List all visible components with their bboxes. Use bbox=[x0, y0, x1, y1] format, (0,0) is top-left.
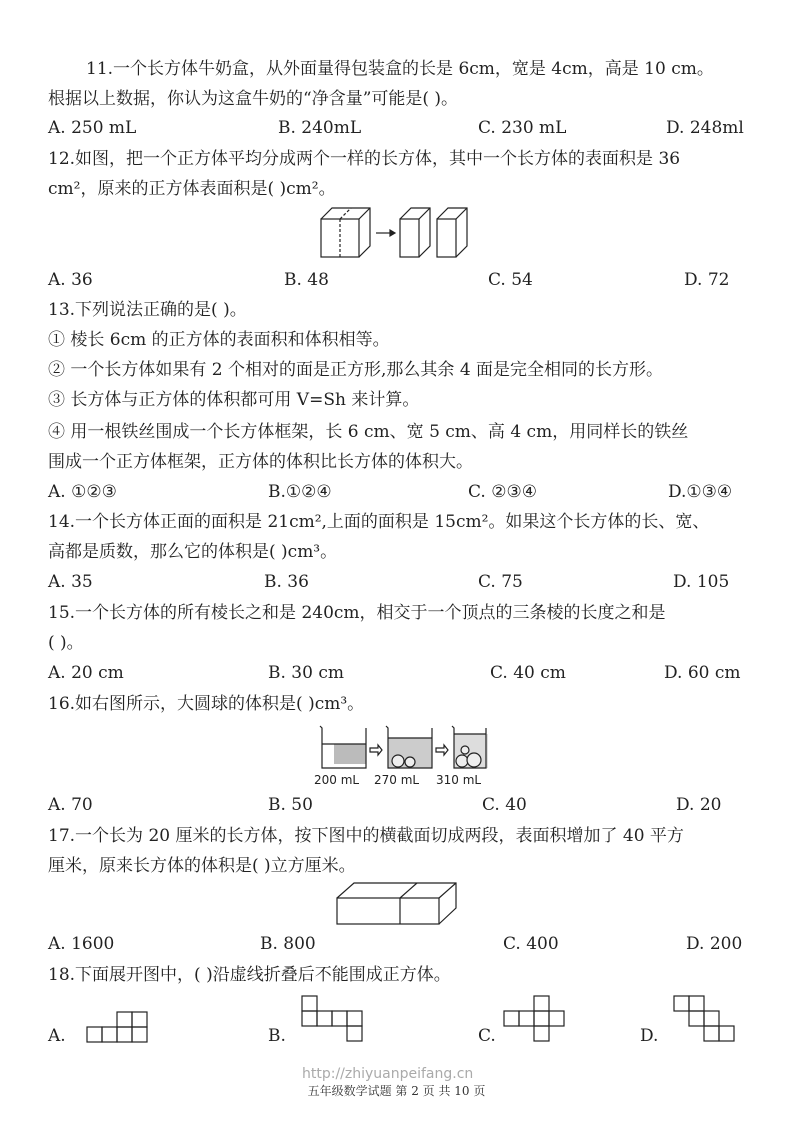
q14-option-d: D. 105 bbox=[673, 572, 730, 592]
q11-option-b: B. 240mL bbox=[278, 118, 362, 138]
q16-option-a: A. 70 bbox=[48, 795, 93, 815]
cuboid-cut-figure bbox=[334, 880, 462, 928]
q11-option-a: A. 250 mL bbox=[48, 118, 137, 138]
q13-statement-1: ① 棱长 6cm 的正方体的表面积和体积相等。 bbox=[48, 330, 390, 350]
net-c-figure bbox=[502, 994, 568, 1042]
q14-stem-line2: 高都是质数，那么它的体积是( )cm³。 bbox=[48, 542, 338, 562]
q15-option-a: A. 20 cm bbox=[48, 663, 124, 683]
beaker-label-3: 310 mL bbox=[436, 773, 482, 787]
beaker-label-2: 270 mL bbox=[374, 773, 420, 787]
q13-option-c: C. ②③④ bbox=[468, 482, 537, 502]
q12-stem-line1: 12.如图，把一个正方体平均分成两个一样的长方体，其中一个长方体的表面积是 36 bbox=[48, 149, 681, 169]
q17-option-c: C. 400 bbox=[503, 934, 559, 954]
q12-stem-line2: cm²，原来的正方体表面积是( )cm²。 bbox=[48, 179, 336, 199]
q15-option-d: D. 60 cm bbox=[664, 663, 741, 683]
q12-option-b: B. 48 bbox=[284, 270, 329, 290]
q16-option-c: C. 40 bbox=[482, 795, 527, 815]
q14-option-b: B. 36 bbox=[264, 572, 309, 592]
beaker-figure bbox=[312, 722, 488, 788]
q14-option-a: A. 35 bbox=[48, 572, 93, 592]
q11-option-c: C. 230 mL bbox=[478, 118, 567, 138]
q13-option-d: D.①③④ bbox=[668, 482, 733, 502]
q12-option-c: C. 54 bbox=[488, 270, 533, 290]
q16-stem: 16.如右图所示，大圆球的体积是( )cm³。 bbox=[48, 694, 365, 714]
q14-stem-line1: 14.一个长方体正面的面积是 21cm²,上面的面积是 15cm²。如果这个长方体的长、宽、 bbox=[48, 512, 710, 532]
q18-stem: 18.下面展开图中，( )沿虚线折叠后不能围成正方体。 bbox=[48, 965, 451, 985]
q13-statement-4b: 围成一个正方体框架，正方体的体积比长方体的体积大。 bbox=[48, 452, 473, 472]
q17-stem-line1: 17.一个长为 20 厘米的长方体，按下图中的横截面切成两段，表面积增加了 40 平方 bbox=[48, 826, 684, 846]
q18-option-b: B. bbox=[268, 1026, 286, 1046]
q13-option-b: B.①②④ bbox=[268, 482, 332, 502]
cube-split-figure bbox=[318, 205, 474, 259]
q17-stem-line2: 厘米，原来长方体的体积是( )立方厘米。 bbox=[48, 856, 356, 876]
net-b-figure bbox=[300, 994, 366, 1042]
q11-stem-line2: 根据以上数据，你认为这盒牛奶的“净含量”可能是( )。 bbox=[48, 89, 459, 109]
q18-option-d: D. bbox=[640, 1026, 659, 1046]
q12-option-d: D. 72 bbox=[684, 270, 730, 290]
q17-option-a: A. 1600 bbox=[48, 934, 115, 954]
q13-option-a: A. ①②③ bbox=[48, 482, 117, 502]
q18-option-a: A. bbox=[48, 1026, 66, 1046]
q13-statement-3: ③ 长方体与正方体的体积都可用 V=Sh 来计算。 bbox=[48, 390, 420, 410]
q13-stem: 13.下列说法正确的是( )。 bbox=[48, 300, 247, 320]
q14-option-c: C. 75 bbox=[478, 572, 523, 592]
q15-option-b: B. 30 cm bbox=[268, 663, 344, 683]
q13-statement-4a: ④ 用一根铁丝围成一个长方体框架，长 6 cm、宽 5 cm、高 4 cm，用同样长的铁丝 bbox=[48, 422, 689, 442]
watermark-url: http://zhiyuanpeifang.cn bbox=[302, 1066, 474, 1082]
q13-statement-2: ② 一个长方体如果有 2 个相对的面是正方形,那么其余 4 面是完全相同的长方形。 bbox=[48, 360, 664, 380]
q15-stem-line2: ( )。 bbox=[48, 633, 84, 653]
page-footer: 五年级数学试题 第 2 页 共 10 页 bbox=[307, 1084, 486, 1098]
q15-option-c: C. 40 cm bbox=[490, 663, 566, 683]
q16-option-b: B. 50 bbox=[268, 795, 313, 815]
q11-stem-line1: 11.一个长方体牛奶盒，从外面量得包装盒的长是 6cm，宽是 4cm，高是 10 cm。 bbox=[86, 59, 714, 79]
q11-option-d: D. 248ml bbox=[666, 118, 744, 138]
q18-option-c: C. bbox=[478, 1026, 496, 1046]
q17-option-d: D. 200 bbox=[686, 934, 743, 954]
beaker-label-1: 200 mL bbox=[314, 773, 360, 787]
q12-option-a: A. 36 bbox=[48, 270, 93, 290]
q15-stem-line1: 15.一个长方体的所有棱长之和是 240cm，相交于一个顶点的三条棱的长度之和是 bbox=[48, 603, 666, 623]
q17-option-b: B. 800 bbox=[260, 934, 316, 954]
net-d-figure bbox=[672, 994, 738, 1042]
net-a-figure bbox=[86, 1010, 152, 1044]
q16-option-d: D. 20 bbox=[676, 795, 722, 815]
